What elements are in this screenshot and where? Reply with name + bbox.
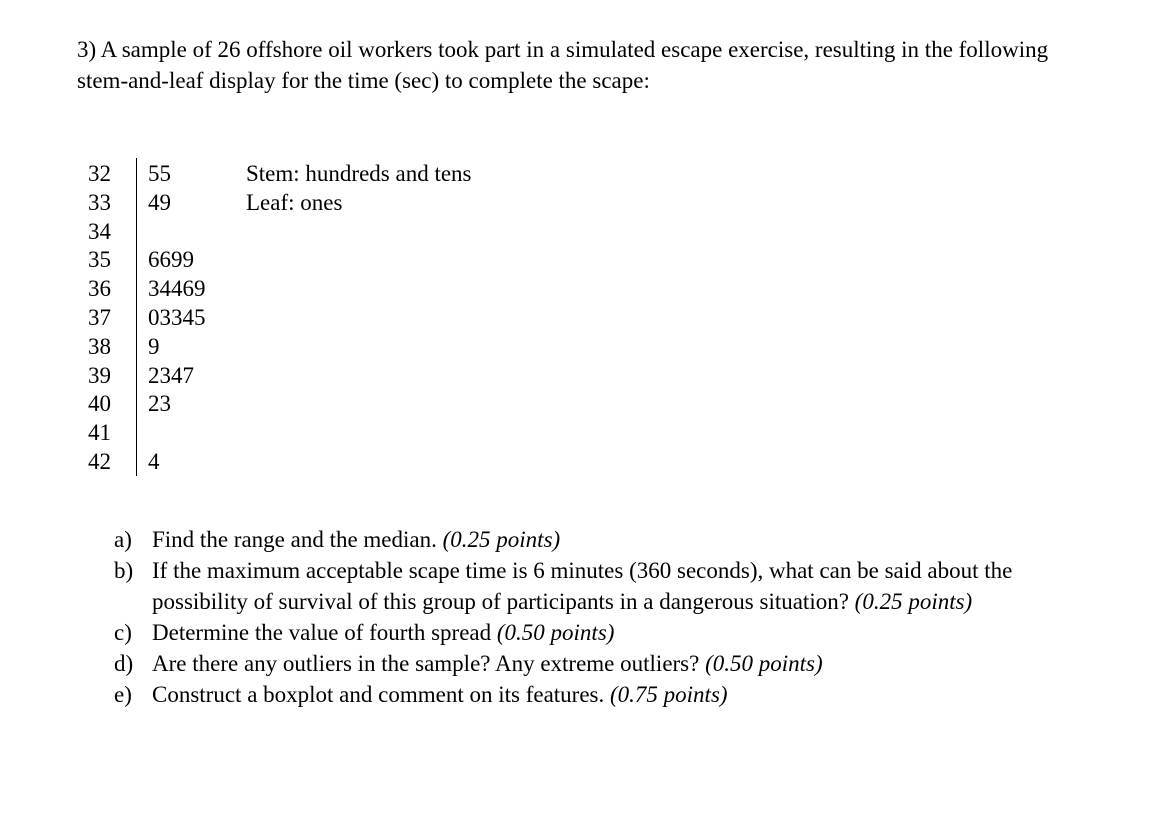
question-a [114, 524, 1064, 555]
leaf-values: 03345 [148, 304, 206, 330]
question-text: Determine the value of fourth spread [152, 620, 497, 645]
question-letter: c) [114, 620, 132, 645]
stem-value: 37 [88, 304, 111, 330]
question-e [114, 679, 1064, 710]
question-points: (0.25 points) [854, 589, 973, 614]
stem-value: 33 [88, 189, 111, 215]
question-text: Are there any outliers in the sample? Any extreme outliers? [152, 651, 706, 676]
problem-intro: 3) A sample of 26 offshore oil workers took part in a simulated escape exercise, resulting in the following stem-and-leaf display for the time (sec) to complete the scape: [77, 37, 1049, 93]
stem-value: 36 [88, 276, 111, 302]
leaf-values: 2347 [148, 362, 194, 388]
question-points: (0.50 points) [496, 620, 615, 645]
question-points: (0.25 points) [442, 527, 561, 552]
question-letter: b) [114, 558, 134, 583]
question-list [114, 524, 1064, 710]
leaf-values: 49 [148, 189, 171, 215]
key-leaf-label: Leaf: ones [246, 189, 343, 215]
question-c [114, 617, 1064, 648]
stem-value: 38 [88, 333, 111, 359]
question-points: (0.50 points) [705, 651, 823, 676]
key-stem-label: Stem: hundreds and tens [246, 161, 472, 186]
leaf-values: 34469 [148, 276, 206, 302]
leaf-values: 55 [148, 161, 171, 186]
leaf-values: 4 [148, 448, 160, 474]
leaf-values: 9 [148, 333, 160, 359]
question-text: Find the range and the median. [152, 527, 443, 552]
stem-value: 40 [88, 391, 111, 417]
question-letter: e) [114, 682, 132, 707]
question-b [114, 555, 1064, 617]
stem-leaf-key [246, 160, 472, 218]
leaf-values: 6699 [148, 247, 194, 273]
stem-value: 34 [88, 218, 111, 244]
stem-value: 42 [88, 448, 111, 474]
question-letter: a) [114, 527, 132, 552]
question-text: Construct a boxplot and comment on its features. [152, 682, 610, 707]
stem-value: 39 [88, 362, 111, 388]
leaf-values: 23 [148, 391, 171, 417]
stem-value: 32 [88, 161, 111, 186]
stem-value: 41 [88, 420, 111, 446]
question-points: (0.75 points) [610, 682, 728, 707]
question-text: If the maximum acceptable scape time is 6 minutes (360 seconds), what can be said about the possibility of survival of this group of participants in a dangerous situation? [152, 558, 1013, 614]
stem-value: 35 [88, 247, 111, 273]
question-letter: d) [114, 651, 134, 676]
question-d [114, 648, 1064, 679]
stem-leaf-divider [136, 158, 137, 476]
